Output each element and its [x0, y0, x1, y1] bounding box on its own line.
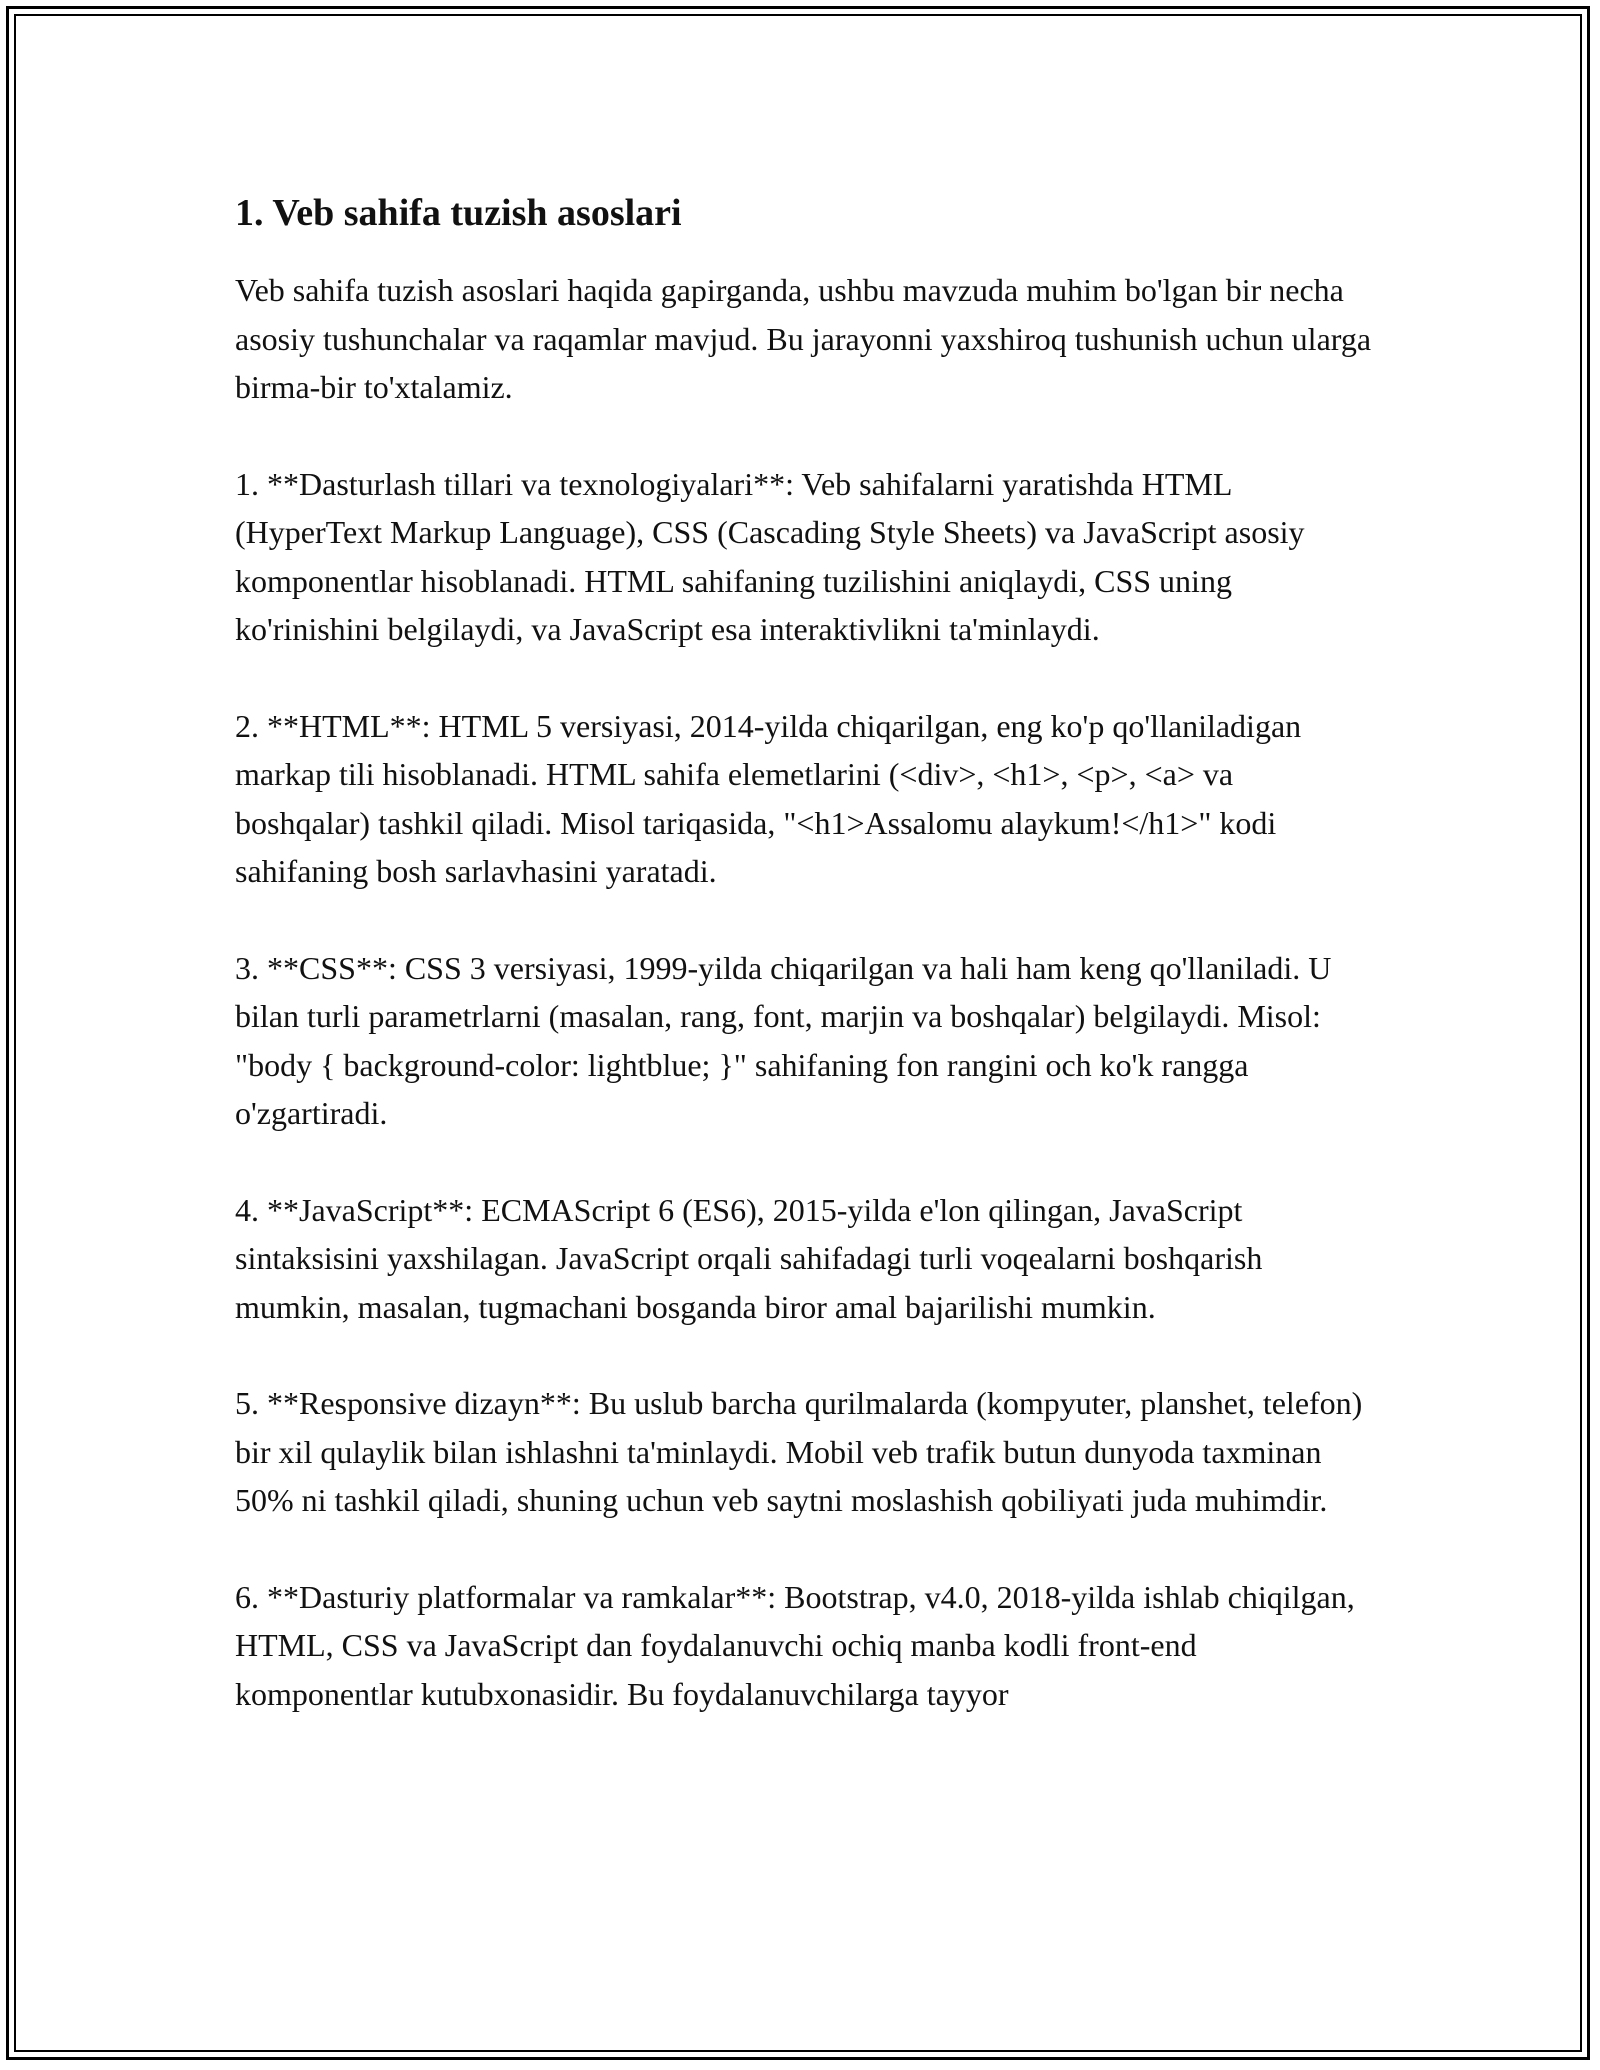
- paragraph-responsive-design: 5. **Responsive dizayn**: Bu uslub barcha qurilmalarda (kompyuter, planshet, telefon) bir xil qulaylik bilan ishlashni ta'minlaydi. Mobil veb trafik butun dunyoda taxminan 50% ni tashkil qiladi, shuning uchun veb saytni moslashish qobiliyati juda muhimdir.: [235, 1385, 1363, 1518]
- intro-paragraph: Veb sahifa tuzish asoslari haqida gapirganda, ushbu mavzuda muhim bo'lgan bir necha asosiy tushunchalar va raqamlar mavjud. Bu jarayonni yaxshiroq tushunish uchun ularga birma-bir to'xtalamiz.: [235, 272, 1372, 405]
- paragraph-programming-languages: 1. **Dasturlash tillari va texnologiyalari**: Veb sahifalarni yaratishda HTML (HyperText Markup Language), CSS (Cascading Style Sheets) va JavaScript asosiy komponentlar hisoblanadi. HTML sahifaning tuzilishini aniqlaydi, CSS uning ko'rinishini belgilaydi, va JavaScript esa interaktivlikni ta'minlaydi.: [235, 465, 1305, 647]
- paragraph-frameworks: 6. **Dasturiy platformalar va ramkalar**: Bootstrap, v4.0, 2018-yilda ishlab chiqilgan, HTML, CSS va JavaScript dan foydalanuvchi ochiq manba kodli front-end komponentlar kutubxonasidir. Bu foydalanuvchilarga tayyor: [235, 1578, 1355, 1712]
- document-title: 1. Veb sahifa tuzish asoslari: [235, 192, 682, 234]
- document-body: [235, 184, 1375, 1766]
- paragraph-css: 3. **CSS**: CSS 3 versiyasi, 1999-yilda chiqarilgan va hali ham keng qo'llaniladi. U bilan turli parametrlarni (masalan, rang, font, marjin va boshqalar) belgilaydi. Misol: "body { background-color: lightblue; }" sahifaning fon rangini och ko'k rangga o'zgartiradi.: [235, 949, 1332, 1131]
- paragraph-html: 2. **HTML**: HTML 5 versiyasi, 2014-yilda chiqarilgan, eng ko'p qo'llaniladigan markap tili hisoblanadi. HTML sahifa elemetlarini (<div>, <h1>, <p>, <a> va boshqalar) tashkil qiladi. Misol tariqasida, "<h1>Assalomu alaykum!</h1>" kodi sahifaning bosh sarlavhasini yaratadi.: [235, 707, 1302, 889]
- paragraph-javascript: 4. **JavaScript**: ECMAScript 6 (ES6), 2015-yilda e'lon qilingan, JavaScript sintaksisini yaxshilagan. JavaScript orqali sahifadagi turli voqealarni boshqarish mumkin, masalan, tugmachani bosganda biror amal bajarilishi mumkin.: [235, 1191, 1263, 1325]
